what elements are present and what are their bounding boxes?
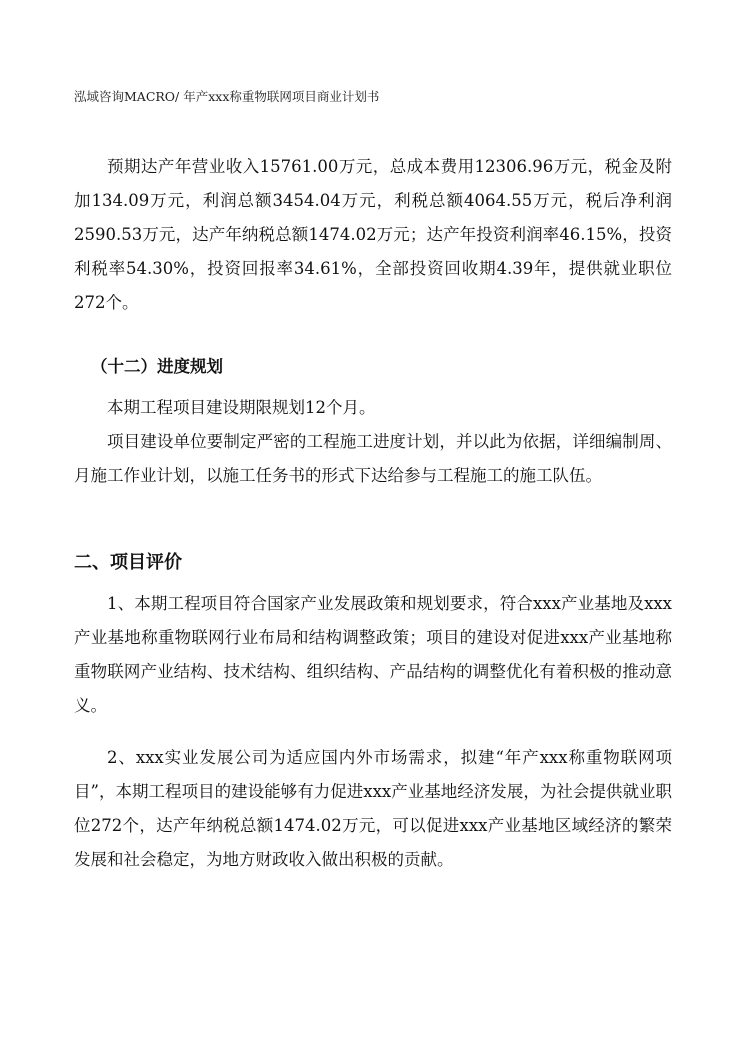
schedule-plan-paragraph: 项目建设单位要制定严密的工程施工进度计划，并以此为依据，详细编制周、月施工作业计划，以施工任务书的形式下达给参与工程施工的施工队伍。 bbox=[74, 432, 672, 485]
evaluation-point-2: 2、xxx实业发展公司为适应国内外市场需求，拟建“年产xxx称重物联网项目”，本期工程项目的建设能够有力促进xxx产业基地经济发展，为社会提供就业职位272个，达产年纳税总额1474.02万元，可以促进xxx产业基地区域经济的繁荣发展和社会稳定，为地方财政收入做出积极的贡献。 bbox=[74, 748, 672, 869]
running-header: 泓域咨询MACRO/ 年产xxx称重物联网项目商业计划书 bbox=[74, 89, 380, 104]
financial-summary-paragraph: 预期达产年营业收入15761.00万元，总成本费用12306.96万元，税金及附加134.09万元，利润总额3454.04万元，利税总额4064.55万元，税后净利润2590.53万元，达产年纳税总额1474.02万元；达产年投资利润率46.15%，投资利税率54.30%，投资回报率34.61%，全部投资回收期4.39年，提供就业职位272个。 bbox=[74, 157, 672, 312]
section-2-heading: 二、项目评价 bbox=[74, 552, 182, 573]
evaluation-point-1: 1、本期工程项目符合国家产业发展政策和规划要求，符合xxx产业基地及xxx产业基地称重物联网行业布局和结构调整政策；项目的建设对促进xxx产业基地称重物联网产业结构、技术结构、组织结构、产品结构的调整优化有着积极的推动意义。 bbox=[74, 594, 672, 715]
section-12-heading: （十二）进度规划 bbox=[91, 357, 223, 376]
schedule-period-paragraph: 本期工程项目建设期限规划12个月。 bbox=[107, 398, 376, 417]
